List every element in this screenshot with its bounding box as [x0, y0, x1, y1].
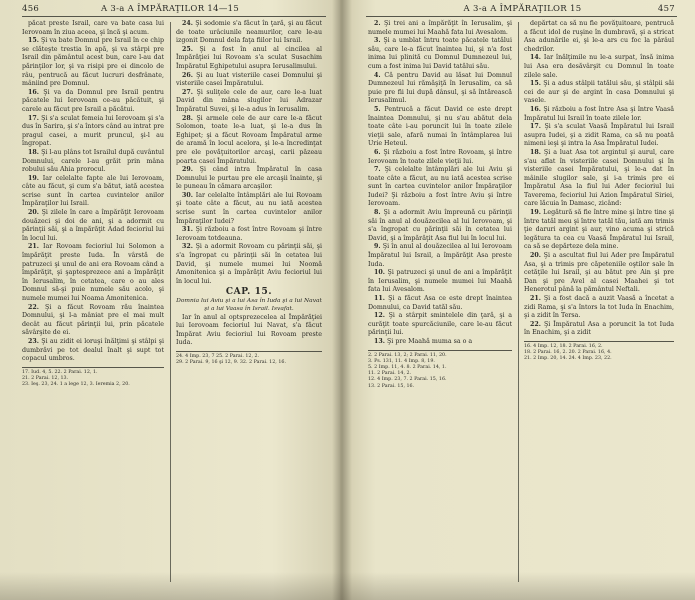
verse-text: Iar în anul al optsprezecelea al Împărăţiei lui Ierovoam fecioriul lui Navat, s'a făcut Împărat Aviu fecioriul lui Rovoam preste Iuda. — [176, 313, 322, 347]
right-column-1 — [368, 20, 512, 390]
verse-number: 11. — [374, 295, 385, 302]
verse — [368, 166, 512, 209]
verse — [524, 321, 674, 338]
verse-text: Şi suliţele cele de aur, care le-a luat David din mâna slugilor lui Adrazar Împăratul Suvei, şi le-a adus în Ierusalim. — [176, 88, 322, 113]
verse — [22, 20, 164, 37]
verse-text: Şi a făcut Rovoam rău înaintea Domnului, şi l-a mâniat pre el mai mult decât au făcut părinţii lui, prin păcatele săvârşite de ei. — [22, 303, 164, 337]
left-col1-verses — [22, 20, 164, 364]
verse — [368, 20, 512, 37]
verse-text: Şi a ascultat fiul lui Ader pre Împăratul Asa, şi a trimis pre căpeteniile oştilor sale în cetăţile lui Israil, şi au bătut pre Ain şi pre Dan şi pre Avel al casei Maahei şi tot Henerotul până la pământul Neftali. — [524, 252, 674, 294]
left-col2-verses — [176, 20, 322, 286]
left-page-number: 456 — [22, 4, 40, 14]
verse — [22, 243, 164, 303]
footnote: 3. Ps. 131, 11. 4 Imp. 8, 19. — [368, 358, 435, 364]
verse-number: 30. — [182, 191, 193, 199]
footnote: 29. 2 Parai. 9, 16 şi 12, 9. 32. 2 Parai. 12, 16. — [176, 360, 286, 366]
footnote-rule — [524, 341, 674, 342]
column-divider — [170, 22, 171, 582]
verse-number: 19. — [28, 174, 39, 182]
verse-number: 10. — [374, 269, 385, 277]
verse-number: 25. — [182, 45, 193, 53]
verse-number: 7. — [374, 166, 381, 174]
verse-number: 21. — [530, 295, 541, 302]
verse-number: 12. — [374, 312, 385, 320]
chapter-summary: Domnia lui Aviu şi a lui Asa în Iuda şi a lui Navat şi a lui Vaasa în Israil. Isvafat. — [176, 298, 322, 312]
chapter-heading: CAP. 15. — [225, 287, 273, 298]
footnote-rule — [368, 350, 512, 351]
left-running-title: A 3-a A ÎMPĂRAŢILOR 14—15 — [100, 4, 240, 14]
verse — [368, 37, 512, 71]
verse-number: 2. — [374, 20, 381, 27]
left-column-2 — [176, 20, 322, 366]
verse — [368, 338, 512, 347]
footnote: 16. 4 Imp. 12, 18. 2 Parai. 16, 2. — [524, 343, 603, 349]
verse — [22, 37, 164, 89]
verse-text: Şi au zidit ei loruşi înălţimi şi stâlpi şi dumbrăvi pe tot dealul înalt şi supt tot copacul umbros. — [22, 337, 164, 363]
footnote: 5. 2 Imp. 11, 4. 8. 2 Parai. 14, 1. — [368, 364, 447, 370]
verse-number: 13. — [374, 337, 385, 345]
verse — [524, 252, 674, 295]
column-divider — [518, 22, 519, 582]
footnote: 13. 2 Parai. 15, 16. — [368, 383, 415, 389]
verse-text: Şi patruzeci şi unul de ani a împărăţit în Ierusalim, şi numele mumei lui Maahă fata lui Avesalom. — [368, 269, 512, 294]
verse-text: Şi a adus stâlpii tatălui său, şi stâlpii săi cei de aur şi de argint în casa Domnului şi vasele. — [524, 80, 674, 105]
verse-number: 4. — [374, 71, 381, 79]
footnote: 2. 2 Parai. 13, 2; 2 Parai. 11, 20. — [368, 352, 447, 358]
verse — [524, 295, 674, 321]
verse-number: 16. — [530, 105, 541, 113]
verse-number: 9. — [374, 243, 381, 251]
right-col2-footnotes — [524, 344, 674, 363]
verse — [524, 123, 674, 149]
verse-text: Şi sodomie s'a făcut în ţară, şi au făcut de toate urâciunile neamurilor, care le-au izgonit Domnul dela faţa fiilor lui Israil. — [176, 20, 322, 45]
right-col1-verses — [368, 20, 512, 347]
right-col1-footnotes — [368, 353, 512, 390]
footnote: 18. 2 Parai. 16, 2. 20. 2 Parai. 16, 4. — [524, 350, 612, 356]
verse-text: păcat preste Israil, care va bate casa lui Ierovoam în ziua aceea, şi încă şi acum. — [22, 20, 164, 36]
left-column-1 — [22, 20, 164, 388]
verse — [524, 80, 674, 106]
verse-text: Şi trei ani a împărăţit în Ierusalim, şi numele mumei lui Maahă fata lui Avesalom. — [368, 20, 512, 36]
right-running-title: A 3-a A ÎMPĂRAŢILOR 15 — [463, 4, 582, 14]
verse-text: Şi a fost dacă a auzit Vaasă a încetat a zidi Rama, şi s'a întors la tot Iuda în Enachim, şi a zidit în Tersa. — [524, 295, 674, 320]
verse — [176, 46, 322, 72]
verse — [524, 20, 674, 54]
verse-number: 32. — [182, 243, 193, 251]
verse-text: Şi războiu a fost între Rovoam şi între Ierovoam totdeauna. — [176, 226, 322, 242]
verse-number: 5. — [374, 105, 381, 113]
verse — [22, 175, 164, 209]
left-col2-footnotes — [176, 354, 322, 366]
verse — [368, 106, 512, 149]
verse-text: Şi războiu a fost între Rovoam, şi între Ierovoam în toate zilele vieţii lui. — [368, 148, 512, 165]
verse-number: 20. — [530, 252, 541, 260]
verse — [524, 106, 674, 123]
verse — [176, 226, 322, 243]
footnote: 21. 2 Parai. 12, 13. — [22, 375, 69, 381]
verse-text: Iar înălţimile nu le-a surpat, însă inima lui Asa era desăvârşit cu Domnul în toate zilele sale. — [524, 54, 674, 79]
verse — [22, 304, 164, 338]
verse — [368, 312, 512, 338]
footnote: 21. 2 Imp. 20, 14. 24. 4 Imp. 23, 22. — [524, 356, 612, 362]
verse-text: Şi războiu a fost între Asa şi între Vaasă Împăratul lui Israil în toate zilele lor. — [524, 105, 674, 122]
verse-number: 8. — [374, 209, 381, 217]
verse-text: Iar celelalte fapte ale lui Ierovoam, câte au făcut, şi cum s'a bătut, iată acestea scrise sunt în cartea cuvintelor anilor Împăraţilor lui Israil. — [22, 174, 164, 208]
verse — [176, 243, 322, 286]
verse — [22, 89, 164, 115]
verse-number: 24. — [182, 20, 193, 27]
verse-number: 17. — [28, 114, 39, 122]
verse-text: Şi a luat Asa tot argintul şi aurul, care s'au aflat în visteriile casei Domnului şi în visteriile casei Împăratului, şi le-a dat în mâinile slugilor sale, şi i-a trimis pre ei Împăratul Asa la fiul lui Ader fecioriul lui Taverema, fecioriul lui Azion Împăratul Siriei, care lăcuia în Damasc, zicând: — [524, 148, 674, 208]
verse-text: Şi a adormit Rovoam cu părinţii săi, şi s'a îngropat cu părinţii săi în cetatea lui David, şi numele mumei lui Noomă Amonitenica şi a împărăţit Aviu fecioriul lui în locul lui. — [176, 243, 322, 285]
footnote: 24. 4 Imp. 23, 7 25. 2 Parai. 12, 2. — [176, 353, 260, 359]
verse — [176, 20, 322, 46]
verse-text: Şi armele cele de aur care le-a făcut Solomon, toate le-a luat, şi le-a dus în Eghipet; şi a făcut Rovoam Împăratul arme de aramă în locul acelora, şi le-a încredinţat pre ele povăţuitorilor arcaşi, carii păzeau poarta casei Împăratului. — [176, 114, 322, 165]
verse — [368, 269, 512, 295]
verse-text: Şi a stârpit smintelele din ţară, şi a curăţit toate spurcăciunile, care le-au făcut părinţii lui. — [368, 312, 512, 337]
left-header-rule — [22, 16, 326, 17]
verse — [368, 149, 512, 166]
verse — [368, 209, 512, 243]
left-col2-after-verses — [176, 314, 322, 348]
verse-number: 3. — [374, 37, 381, 45]
verse-number: 27. — [182, 88, 193, 96]
verse-text: Şi va bate Domnul pre Israil în ce chip se clăteşte trestia în apă, şi va stârpi pre Israil din pământul acest bun, care l-au dat părinţilor lor, şi va risipi pre ei dincolo de râu, pentrucă au făcut lucruri desfrânate, mâniind pre Domnul. — [22, 37, 164, 88]
verse-number: 31. — [182, 226, 193, 234]
verse-text: Iar celelalte întâmplări ale lui Rovoam şi toate câte a făcut, au nu iată acestea scrise sunt în cartea cuvintelor anilor Împăraţilor Iudei? — [176, 191, 322, 225]
verse-number: 28. — [182, 114, 193, 122]
right-page-number: 457 — [657, 4, 675, 14]
verse-number: 23. — [28, 337, 39, 345]
verse — [368, 295, 512, 312]
verse-number: 22. — [530, 320, 541, 328]
footnote: 11. 2 Parai. 14, 2. — [368, 371, 412, 377]
verse-number: 6. — [374, 148, 381, 156]
verse-text: Că pentru David au lăsat lui Domnul Dumnezeul lui rămăşiţă în Ierusalim, ca să puie pre fii lui după dânsul, şi să întărească Ierusalimul. — [368, 71, 512, 105]
right-col2-verses — [524, 20, 674, 338]
left-page — [0, 0, 340, 600]
verse-number: 14. — [530, 54, 541, 62]
verse-text: Şi s'a sculat femeia lui Ierovoam şi s'a dus în Sarira, şi s'a întors când au intrat pre pragul casei, a murit pruncul, şi-l au îngropat. — [22, 114, 164, 148]
verse — [176, 192, 322, 226]
verse-text: Şi celelalte întâmplări ale lui Aviu şi toate câte a făcut, au nu iată acestea scrise sunt în cartea cuvintelor anilor Împăraţilor Iudei? Şi războiu a fost între Aviu şi între Ierovoam. — [368, 166, 512, 208]
verse-number: 20. — [28, 209, 39, 217]
verse-text: Şi l-au plâns tot Israilul după cuvântul Domnului, carele l-au grăit prin mâna robului său Ahia prorocul. — [22, 148, 164, 174]
verse-text: Pentrucă a făcut David ce este drept înaintea Domnului, şi nu s'au abătut dela toate câte i-au poruncit lui în toate zilele vieţii sale, afară numai în întâmplarea lui Urie Heteul. — [368, 105, 512, 148]
verse — [524, 54, 674, 80]
verse-number: 29. — [182, 166, 193, 174]
verse-number: 26. — [182, 71, 193, 79]
verse — [368, 243, 512, 269]
verse — [22, 209, 164, 243]
verse-text: Şi zilele în care a împărăţit Ierovoam douăzeci şi doi de ani, şi a adormit cu părinţii săi, şi a împărăţit Adad fecioriul lui în locul lui. — [22, 209, 164, 242]
verse — [22, 149, 164, 175]
right-column-2 — [524, 20, 674, 363]
verse-text: Şi s'a sculat Vaasă Împăratul lui Israil asupra Iudei, şi a zidit Rama, ca să nu poată nimeni ieşi şi intra la Asa Împăratul Iudei. — [524, 123, 674, 148]
verse-number: 15. — [530, 80, 541, 88]
verse-text: Şi a adormit Aviu împreună cu părinţii săi în anul al douăzecilea al lui Ierovoam, şi s'a îngropat cu părinţii săi în cetatea lui David, şi a împărăţit Asa fiul lui în locul lui. — [368, 209, 512, 242]
verse-number: 18. — [530, 148, 541, 156]
right-page — [340, 0, 695, 600]
verse-text: Şi a făcut Asa ce este drept înaintea Domnului, ca David tatăl său. — [368, 295, 512, 311]
verse-text: depărtat ca să nu fie povăţuitoare, pentrucă a făcut idol de ruşine în dumbravă, şi a stricat Asa adunările ei, şi le-a ars cu foc la pârâul chedrilor. — [524, 20, 674, 53]
verse-text: Şi au luat visteriile casei Domnului şi visteriile casei Împăratului. — [176, 71, 322, 88]
footnote-rule — [176, 351, 322, 352]
verse-number: 19. — [530, 209, 541, 217]
verse — [176, 166, 322, 192]
verse — [176, 89, 322, 115]
verse-text: Şi va da Domnul pre Israil pentru păcatele lui Ierovoam ce-au păcătuit, şi carele au făcut pre Israil a păcătui. — [22, 88, 164, 113]
verse-text: Şi în anul al douăzecilea al lui Ierovoam Împăratul lui Israil, a împărăţit Asa preste Iuda. — [368, 243, 512, 268]
footnote: 23. Ieş. 23, 24. 1 a lege 12, 3. Ieremia 2, 20. — [22, 382, 130, 388]
footnote: 17. Iud. 4, 5. 22. 2 Parai. 12, 1. — [22, 369, 98, 375]
verse-number: 17. — [530, 123, 541, 131]
verse-text: Iar Rovoam fecioriul lui Solomon a împărăţit preste Iuda. În vârstă de patruzeci şi unul de ani era Rovoam când a împărăţit, şi şaptesprezece ani a împărăţit în Ierusalim, în cetatea, care o au ales Domnul să-şi puie numele său acolo, şi numele mumei lui Noama Amonitenica. — [22, 243, 164, 302]
verse — [176, 72, 322, 89]
verse-number: 16. — [28, 88, 39, 96]
verse — [22, 115, 164, 149]
verse — [176, 314, 322, 348]
verse-text: Şi a fost în anul al cincilea al Împărăţiei lui Rovoam s'a sculat Susachim Împăratul Eghipetului asupra Ierusalimului. — [176, 45, 322, 70]
verse-text: Legătură să fie între mine şi între tine şi între tatăl meu şi între tatăl tău, iată am trimis ţie daruri argint şi aur, vino acuma şi strică legătura ta cea cu Vaasă Împăratul lui Israil, ca să se depărteze dela mine. — [524, 209, 674, 251]
verse-number: 22. — [28, 303, 39, 311]
verse-text: Şi Împăratul Asa a poruncit la tot Iuda în Enachim, şi a zidit — [524, 320, 674, 337]
verse-text: Şi a umblat întru toate păcatele tatălui său, care le-a făcut înaintea lui, şi n'a fost inima lui plinită cu Domnul Dumnezeul lui, cum a fost inima lui David tatălui său. — [368, 37, 512, 70]
verse-text: Şi pre Maahă muma sa o a — [386, 337, 473, 345]
verse-number: 15. — [28, 37, 39, 45]
left-col1-footnotes — [22, 370, 164, 389]
verse — [176, 115, 322, 167]
verse-number: 18. — [28, 148, 39, 156]
verse — [524, 149, 674, 209]
footnote: 12. 4 Imp. 23, 7. 2 Parai. 15, 16. — [368, 377, 447, 383]
verse — [524, 209, 674, 252]
verse — [368, 72, 512, 106]
verse-text: Şi când intra Împăratul în casa Domnului le purtau pre ele arcaşii înainte, şi le puneau în cămara arcaşilor. — [176, 166, 322, 191]
verse — [22, 338, 164, 364]
right-header-rule — [366, 16, 677, 17]
verse-number: 21. — [28, 243, 39, 251]
book-gutter — [332, 0, 352, 600]
footnote-rule — [22, 367, 164, 368]
